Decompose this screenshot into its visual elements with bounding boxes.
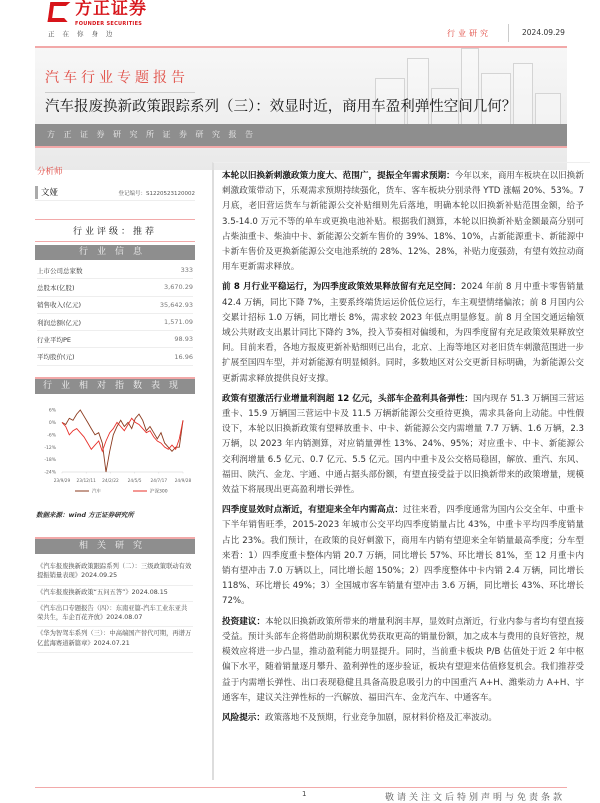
summary-paragraph xyxy=(222,392,584,498)
report-date: 2024.09.29 xyxy=(522,28,565,37)
summary-paragraph xyxy=(222,503,584,609)
info-label: 销售收入(亿元) xyxy=(37,301,82,310)
founder-securities-logo xyxy=(45,0,155,28)
report-summary xyxy=(222,169,584,731)
institute-bar xyxy=(35,124,567,146)
institute-text: 方正证券研究所证券研究报告 xyxy=(47,130,262,139)
info-label: 上市公司总家数 xyxy=(37,266,83,275)
chart-source: 数据来源：wind 方正证券研究所 xyxy=(36,511,134,519)
info-label: 利润总额(亿元) xyxy=(37,318,82,327)
subtitle-divider xyxy=(45,92,195,93)
info-row xyxy=(37,262,193,279)
analyst-registration: 登记编号：S1220523120002 xyxy=(118,191,195,197)
info-row xyxy=(37,297,193,314)
paragraph-lead: 投资建议： xyxy=(222,616,266,627)
logo-name: 方正证券 xyxy=(75,0,147,19)
analyst-label: 分析师 xyxy=(37,167,63,177)
relative-index-chart xyxy=(35,394,195,502)
relative-index-header: 行业相对指数表现 xyxy=(35,377,195,394)
chart-svg xyxy=(35,394,195,502)
paragraph-body: 本轮以旧换新政策所带来的增量利润丰厚，显效时点渐近，行业内参与者均有望直接受益。预计头部车企将借助前期积累优势获取更高的销量份额，加之成本与费用的良好管控，规模效应将进一步凸显，推动盈利能力明显提升。同时，当前重卡板块 P/B 估值处于近 2 年中枢偏下水平，随着销量逐月攀升、盈利弹性的逐步验证，板块有望迎来估值修复机会。我们推荐受益于内需增长弹性、出口表现稳健且具备高股息吸引力的中国重汽 A+H、潍柴动力 A+H、宇通客车，建议关注弹性标的一汽解放、福田汽车、金龙汽车、中通客车。 xyxy=(222,616,584,703)
rating-rule xyxy=(35,219,195,220)
paragraph-body: 国内现存 51.3 万辆国三营运重卡、15.9 万辆国三营运中卡及 11.5 万辆新能源公交亟待更换，需求具备向上动能。中性假设下，本轮以旧换新政策有望释放重卡、中卡、新能源公交内需增量 7.7 万辆、1.6 万辆，2.3 万辆，以 2023 年内销测算，对应销量弹性 13%、24%、95%；对应重卡、中卡、新能源公交利润增量 6.5 亿元、0.7 亿元、5.5 亿元。国内中重卡及公交格局稳固，解放、重汽、东风、福田、陕汽、金龙、宇通、中通占据头部份额，有望直接受益于以旧换新带来的政策增量，规模效益下将展现出更高盈利增长弹性。 xyxy=(222,393,584,496)
analyst-row xyxy=(35,185,195,201)
related-research-header: 相关研究 xyxy=(35,537,195,554)
related-report-link[interactable]: 《华为智驾车系列（三）：中高端国产替代可期，再谱万亿蓝海赛道新篇章》2024.07.21 xyxy=(37,627,193,653)
x-tick-label: 24/9/28 xyxy=(174,479,192,484)
industry-rating: 行业评级：推荐 xyxy=(72,227,157,237)
related-report-link[interactable]: 《汽车出口专题报告（四）：东南亚篇-汽车工业东亚共荣共生，车企百花齐放》2024.08.07 xyxy=(37,602,193,628)
disclaimer-note: 敬请关注文后特别声明与免责条款 xyxy=(385,793,566,803)
analyst-marker xyxy=(35,186,38,199)
legend-label: 沪深300 xyxy=(150,489,168,495)
industry-info-header: 行业信息 xyxy=(35,245,195,260)
info-value: 35,642.93 xyxy=(159,300,193,309)
y-tick-label: -18% xyxy=(44,458,56,464)
logo-english: FOUNDER SECURITIES xyxy=(75,21,143,27)
paragraph-body: 今年以来，商用车板块在以旧换新刺激政策带动下，乐观需求预期持续强化，货车、客车板块分别录得 YTD 涨幅 20%、53%。7 月底，老旧营运货车与新能源公交补贴细则先后落地，明确本轮以旧换新补贴范围金额，给予 3.5-14.0 万元不等的单车或更换电池补贴。根据我们测算，本轮以旧换新补贴金额最高分别可占柴油重卡、柴油中卡、新能源公交新车售价的 39%、18%、10%，占新能源重卡、新能源中卡新车售价及更换新能源公交电池系统的 28%、12%、28%，补贴力度强劲，有望有效拉动商用车更新需求释放。 xyxy=(222,171,584,273)
info-value: 16.96 xyxy=(174,352,193,361)
summary-paragraph xyxy=(222,615,584,706)
y-tick-label: -24% xyxy=(44,470,56,476)
slogan: 正在你身边 xyxy=(48,30,121,38)
analyst-name: 文娅 xyxy=(41,188,59,198)
header-divider xyxy=(508,24,509,42)
summary-paragraph xyxy=(222,711,584,726)
info-value: 3,670.29 xyxy=(164,283,193,292)
page-number: 1 xyxy=(302,790,307,798)
info-label: 行业平均PE xyxy=(37,335,72,344)
x-tick-label: 23/9/29 xyxy=(53,479,71,484)
y-tick-label: 6% xyxy=(48,408,56,414)
info-row xyxy=(37,279,193,296)
report-category: 汽车行业专题报告 xyxy=(45,70,189,86)
info-row xyxy=(37,331,193,348)
x-tick-label: 23/12/11 xyxy=(76,479,96,484)
y-tick-label: -6% xyxy=(47,433,56,439)
industry-info-table xyxy=(37,262,193,366)
info-value: 1,571.09 xyxy=(164,318,193,327)
info-row xyxy=(37,348,193,365)
legend-label: 汽车 xyxy=(92,489,101,495)
paragraph-lead: 政策有望激活行业增量利润超 12 亿元，头部车企盈利具备弹性： xyxy=(222,393,474,404)
footer-rule xyxy=(35,787,567,788)
rating-rule xyxy=(35,241,195,242)
paragraph-lead: 前 8 月行业平稳运行，为四季度政策效果释放留有充足空间： xyxy=(222,282,461,293)
summary-paragraph xyxy=(222,169,584,275)
x-tick-label: 24/2/22 xyxy=(102,479,119,484)
related-report-link[interactable]: 《汽车报废换新政策跟踪系列（二）：三级政策联动有效提振销量表现》2024.09.25 xyxy=(37,560,193,586)
paragraph-lead: 本轮以旧换新刺激政策力度大、范围广，提振全年需求预期： xyxy=(222,171,455,181)
info-label: 平均股价(元) xyxy=(37,353,75,362)
x-tick-label: 24/5/5 xyxy=(127,479,142,484)
x-tick-label: 24/7/17 xyxy=(150,479,168,484)
series-line-auto xyxy=(62,410,183,472)
report-title: 汽车报废换新政策跟踪系列（三）：效显时近，商用车盈利弹性空间几何？ xyxy=(45,99,517,115)
paragraph-lead: 四季度显效时点渐近，有望迎来全年内需高点： xyxy=(222,505,403,516)
banner-rule xyxy=(35,146,567,148)
paragraph-body: 2024 年前 8 月中重卡零售销量 42.4 万辆，同比下降 7%，主要系终端货运运价低位运行，车主观望情绪偏浓；前 8 月国内公交累计招标 1.0 万辆，同比增长 8%，需求较 2023 年低点明显修复。前 8 月全国交通运输领域公共财政支出累计同比下降约 3%，投入节奏相对偏缓和，为四季度留有充足政策效果释放空间。目前来看，各地方报废更新补贴细则已出台，北京、上海等地区对老旧货车刺激范围进一步扩展至国四车型，并对新能源有明显倾斜。同时，多数地区对公交更新目标明确，为新能源公交更新需求释放提供良好支撑。 xyxy=(222,282,584,384)
report-type: 行业研究 xyxy=(447,29,491,38)
related-research-list xyxy=(37,560,193,653)
info-row xyxy=(37,314,193,331)
info-value: 333 xyxy=(180,266,193,275)
paragraph-body: 过往来看，四季度通常为国内公交全年、中重卡下半年销售旺季，2015-2023 年城市公交平均四季度销量占比 43%，中重卡平均四季度销量占比 23%。我们预计，在政策的良好刺激下，商用车内销有望迎来全年销量最高季度；分车型来看：1）四季度重卡整体内销 20.7 万辆，同比增长 57%、环比增长 81%，至 12 月重卡内销有望冲击 7.0 万辆以上，同比增长超 150%；2）四季度整体中卡内销 2.4 万辆，同比增长 118%、环比增长 49%；3）全国城市客车销量有望冲击 3.6 万辆，同比增长 43%、环比增长 72%。 xyxy=(222,505,584,607)
related-report-link[interactable]: 《汽车报废换新政策“五问五答”》2024.08.15 xyxy=(37,586,193,602)
paragraph-lead: 风险提示： xyxy=(222,712,265,723)
logo-mark-icon xyxy=(48,2,71,22)
y-tick-label: 0% xyxy=(48,421,56,426)
info-value: 98.93 xyxy=(174,335,193,344)
summary-paragraph xyxy=(222,280,584,386)
info-label: 总股本(亿股) xyxy=(37,283,75,292)
y-tick-label: -12% xyxy=(44,445,56,451)
paragraph-body: 政策落地不及预期，行业竞争加剧，原材料价格及汇率波动。 xyxy=(264,712,498,723)
